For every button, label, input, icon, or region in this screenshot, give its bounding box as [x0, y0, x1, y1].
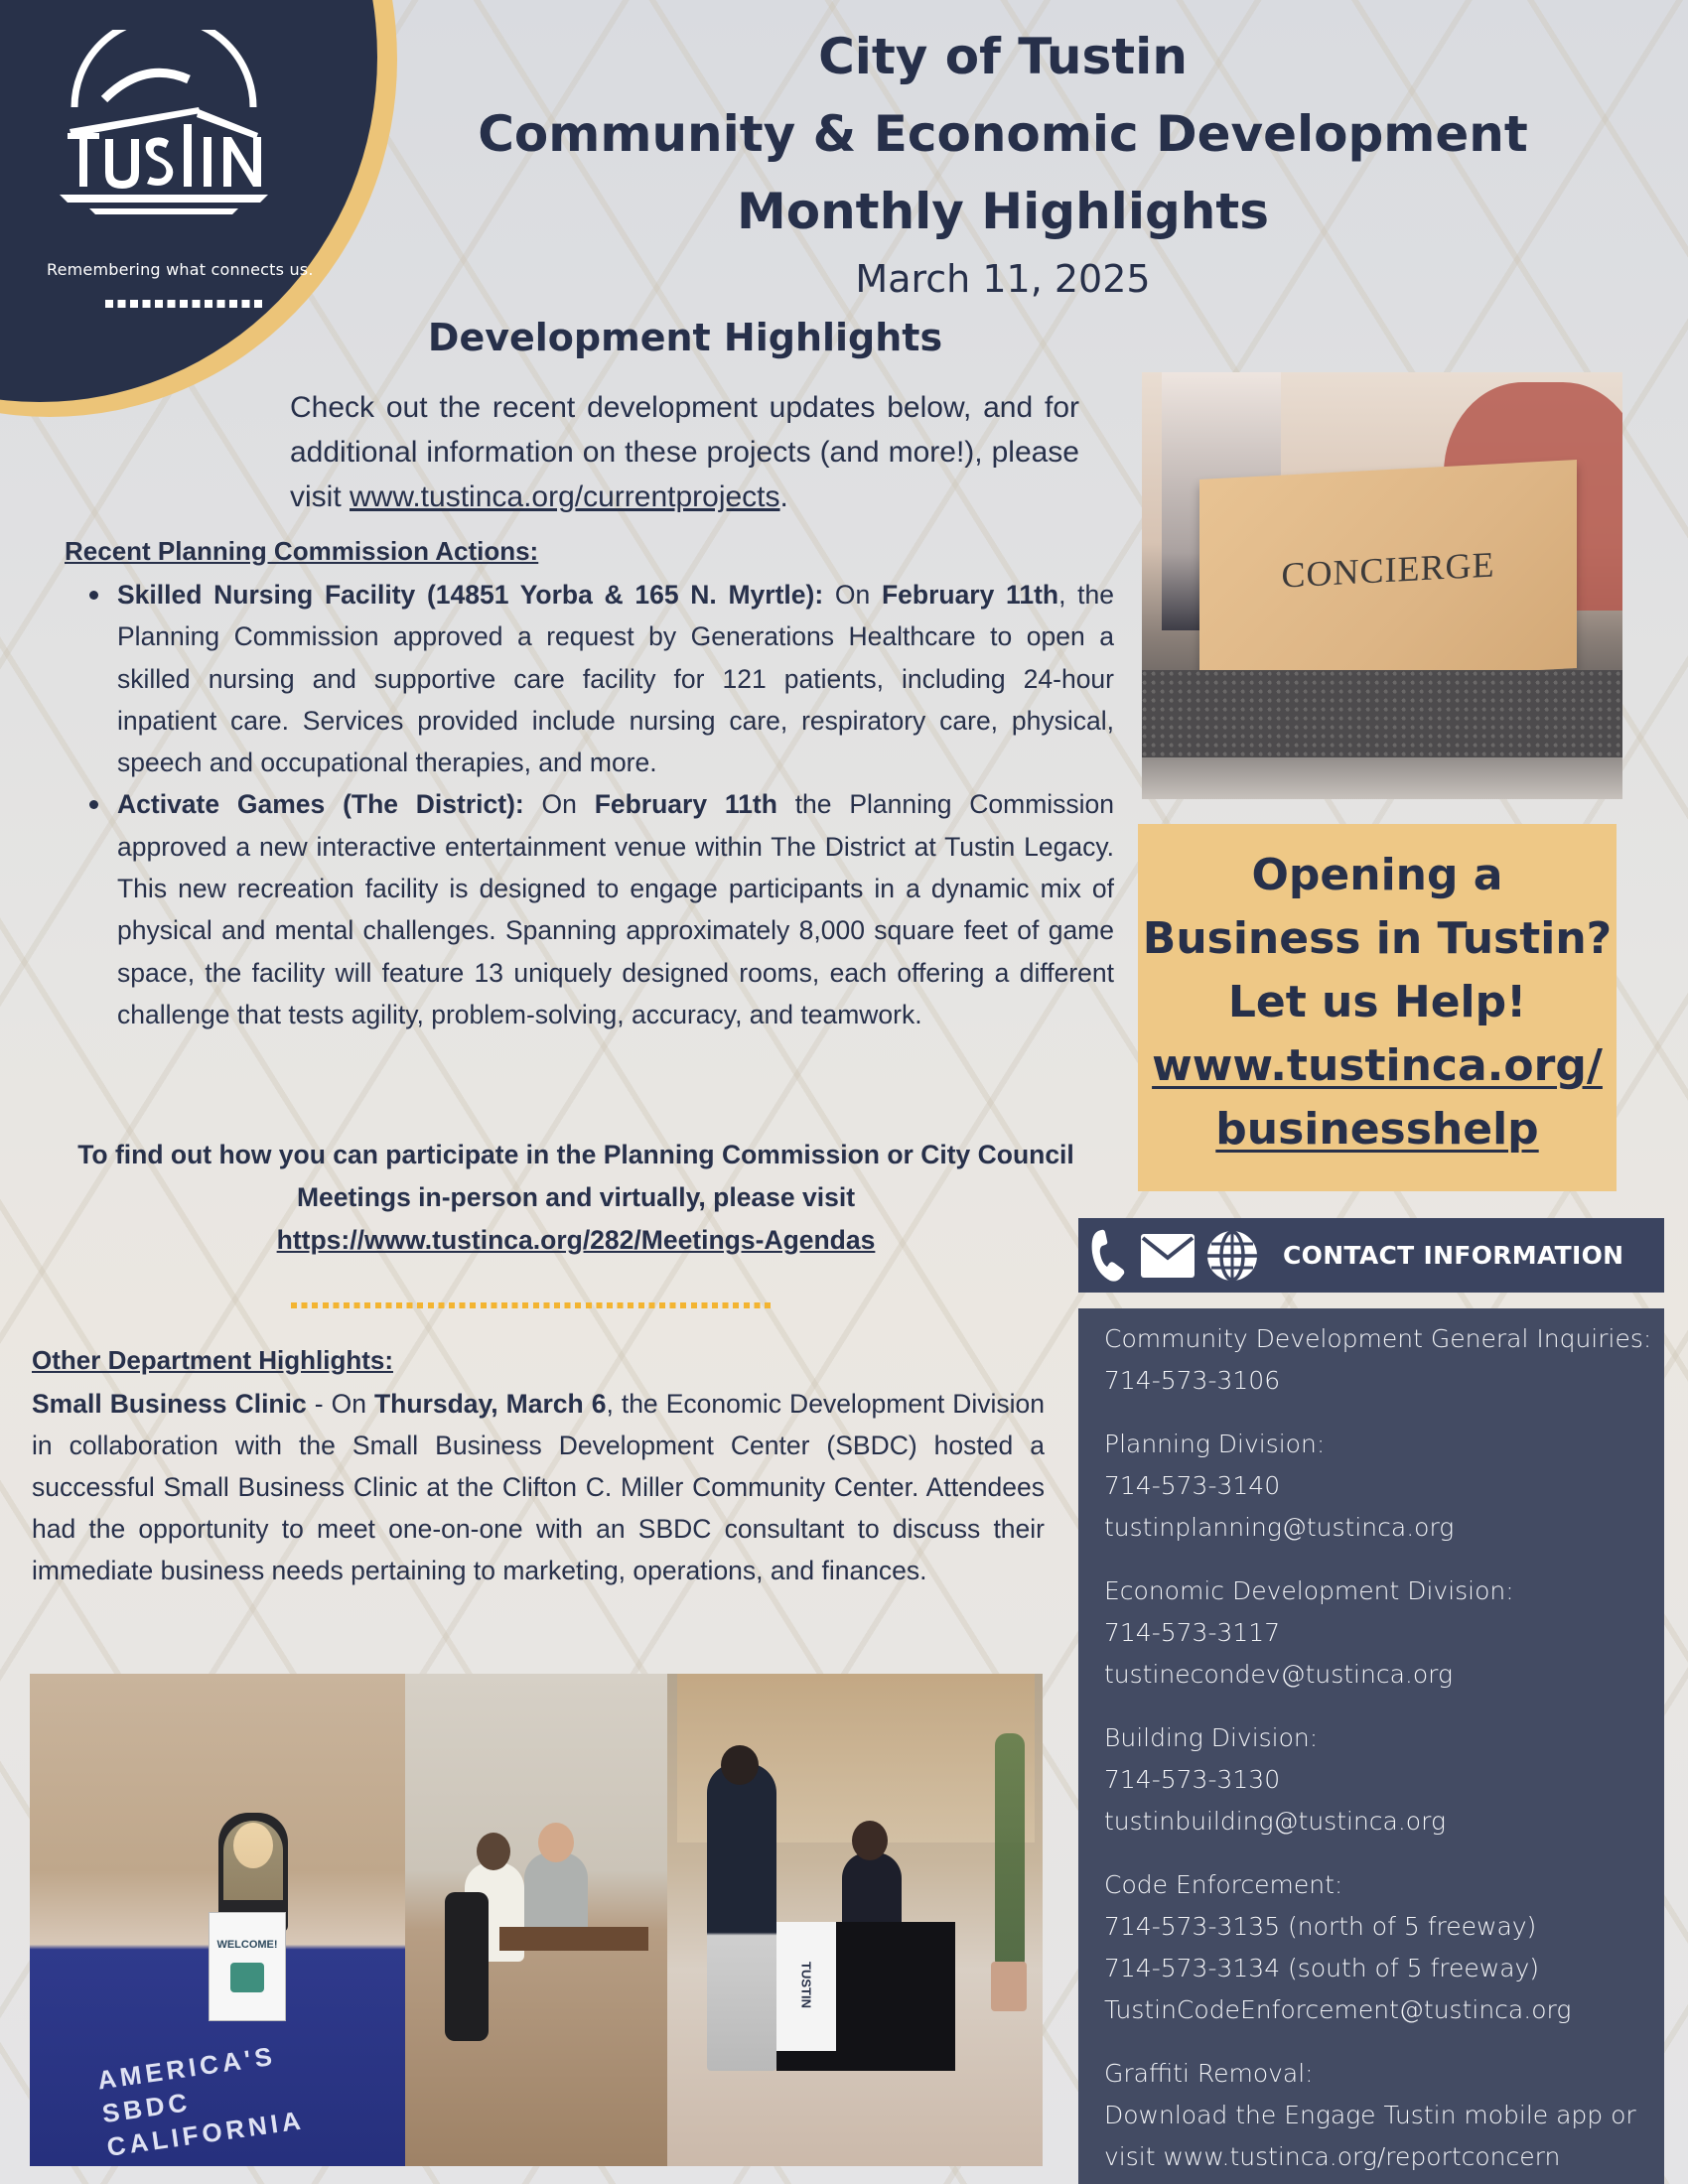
contact-phone[interactable]: 714-573-3130	[1104, 1765, 1281, 1794]
phone-icon	[1090, 1229, 1130, 1283]
item-date: February 11th	[881, 580, 1059, 610]
contact-phone[interactable]: 714-573-3106	[1104, 1366, 1281, 1395]
list-item	[81, 783, 1114, 1035]
planning-commission-subhead: Recent Planning Commission Actions:	[65, 536, 539, 566]
contact-group-code-enforcement	[1104, 1864, 1664, 2031]
gold-dotted-divider	[291, 1302, 774, 1308]
contact-text: Download the Engage Tustin mobile app or	[1104, 2101, 1636, 2129]
participate-text: To find out how you can participate in the Planning Commission or City Council Meetings in-person and virtually, please visit	[77, 1140, 1074, 1212]
contact-header-bar	[1078, 1218, 1664, 1293]
contact-group-building	[1104, 1717, 1664, 1843]
other-highlights-subhead: Other Department Highlights:	[32, 1345, 394, 1375]
contact-panel	[1078, 1308, 1664, 2184]
logo-tagline: Remembering what connects us.	[47, 260, 314, 279]
callout-line-3: Let us Help!	[1227, 977, 1527, 1027]
title-line-1: City of Tustin	[818, 28, 1188, 85]
photo-consultation	[405, 1674, 667, 2166]
participate-callout	[60, 1134, 1092, 1262]
contact-group-economic-development	[1104, 1570, 1664, 1696]
item-title: Skilled Nursing Facility (14851 Yorba & 165 N. Myrtle):	[117, 580, 824, 610]
section-heading-development: Development Highlights	[427, 316, 943, 359]
clinic-date: Thursday, March 6	[373, 1389, 607, 1419]
item-body: , the Planning Commission approved a request by Generations Healthcare to open a skilled nursing and supportive care facility for 121 patients, including 24-hour inpatient care. Services provided include nursing care, respiratory care, physical, speech and occupational therapies, and more.	[117, 580, 1114, 778]
photo-tustin-table	[667, 1674, 1043, 2166]
callout-line-2: Business in Tustin?	[1142, 913, 1613, 964]
contact-label: Planning Division:	[1104, 1430, 1326, 1458]
intro-text: Check out the recent development updates below, and for additional information on these projects (and more!), please visit	[290, 391, 1079, 513]
planning-actions-list	[81, 574, 1114, 1035]
item-title: Activate Games (The District):	[117, 789, 524, 820]
item-pre: On	[523, 789, 595, 820]
report-concern-link[interactable]: visit www.tustinca.org/reportconcern	[1104, 2142, 1561, 2171]
clinic-body: , the Economic Development Division in collaboration with the Small Business Development Center (SBDC) hosted a successful Small Business Clinic at the Clifton C. Miller Community Center. Attendees had the opportunity to meet one-on-one with an SBDC consultant to discuss their immediate business needs pertaining to marketing, operations, and finances.	[32, 1389, 1045, 1585]
photo-welcome-sign: WELCOME!	[216, 1939, 278, 1951]
photo-sbdc-table	[30, 1674, 405, 2166]
logo-dotted-divider	[105, 300, 264, 308]
concierge-sign-text: CONCIERGE	[1281, 544, 1495, 596]
list-item	[81, 574, 1114, 783]
current-projects-link[interactable]: www.tustinca.org/currentprojects	[350, 480, 780, 513]
business-help-callout	[1138, 824, 1617, 1191]
contact-email[interactable]: tustinbuilding@tustinca.org	[1104, 1807, 1446, 1836]
intro-end: .	[779, 480, 788, 513]
small-business-clinic-paragraph	[32, 1383, 1045, 1591]
business-help-link-line-1[interactable]: www.tustinca.org/	[1152, 1040, 1603, 1091]
contact-phone-south[interactable]: 714-573-3134 (south of 5 freeway)	[1104, 1954, 1540, 1982]
clinic-title: Small Business Clinic	[32, 1389, 307, 1419]
contact-group-planning	[1104, 1424, 1664, 1549]
photo-sbdc-tablecloth-text: AMERICA'S SBDC CALIFORNIA	[95, 2040, 307, 2162]
contact-header-title: CONTACT INFORMATION	[1283, 1241, 1624, 1270]
contact-email[interactable]: tustinecondev@tustinca.org	[1104, 1660, 1453, 1689]
contact-phone[interactable]: 714-573-3117	[1104, 1618, 1281, 1647]
item-pre: On	[823, 580, 882, 610]
concierge-photo	[1142, 372, 1622, 799]
title-line-3: Monthly Highlights	[736, 183, 1270, 240]
contact-email[interactable]: TustinCodeEnforcement@tustinca.org	[1104, 1995, 1572, 2024]
tustin-logo-icon	[50, 30, 278, 218]
envelope-icon	[1140, 1230, 1196, 1282]
clinic-dash: - On	[306, 1389, 374, 1419]
photo-tustin-banner-text: TUSTIN	[798, 1962, 814, 2008]
contact-label: Code Enforcement:	[1104, 1870, 1343, 1899]
contact-label: Community Development General Inquiries:	[1104, 1324, 1652, 1353]
granite-counter	[1142, 670, 1622, 757]
page-header	[417, 18, 1589, 308]
business-help-link-line-2[interactable]: businesshelp	[1215, 1104, 1539, 1155]
contact-label: Economic Development Division:	[1104, 1576, 1514, 1605]
contact-group-graffiti	[1104, 2053, 1664, 2178]
development-intro	[290, 385, 1079, 519]
meetings-agendas-link[interactable]: https://www.tustinca.org/282/Meetings-Agendas	[276, 1225, 876, 1255]
item-date: February 11th	[594, 789, 777, 820]
contact-phone[interactable]: 714-573-3140	[1104, 1471, 1281, 1500]
contact-phone-north[interactable]: 714-573-3135 (north of 5 freeway)	[1104, 1912, 1537, 1941]
title-line-2: Community & Economic Development	[478, 105, 1528, 163]
tustin-logo	[20, 30, 318, 288]
contact-group-general	[1104, 1318, 1664, 1402]
globe-icon	[1205, 1229, 1259, 1283]
callout-line-1: Opening a	[1251, 850, 1503, 900]
item-body: the Planning Commission approved a new interactive entertainment venue within The District at Tustin Legacy. This new recreation facility is designed to engage participants in a dynamic mix of physical and mental challenges. Spanning approximately 8,000 square feet of game space, the facility will feature 13 uniquely designed rooms, each offering a different challenge that tests agility, problem-solving, accuracy, and teamwork.	[117, 789, 1115, 1029]
concierge-sign	[1199, 460, 1577, 688]
contact-email[interactable]: tustinplanning@tustinca.org	[1104, 1513, 1455, 1542]
clinic-photo-collage	[30, 1674, 1043, 2166]
publication-date: March 11, 2025	[855, 257, 1151, 301]
contact-label: Building Division:	[1104, 1723, 1319, 1752]
contact-label: Graffiti Removal:	[1104, 2059, 1314, 2088]
